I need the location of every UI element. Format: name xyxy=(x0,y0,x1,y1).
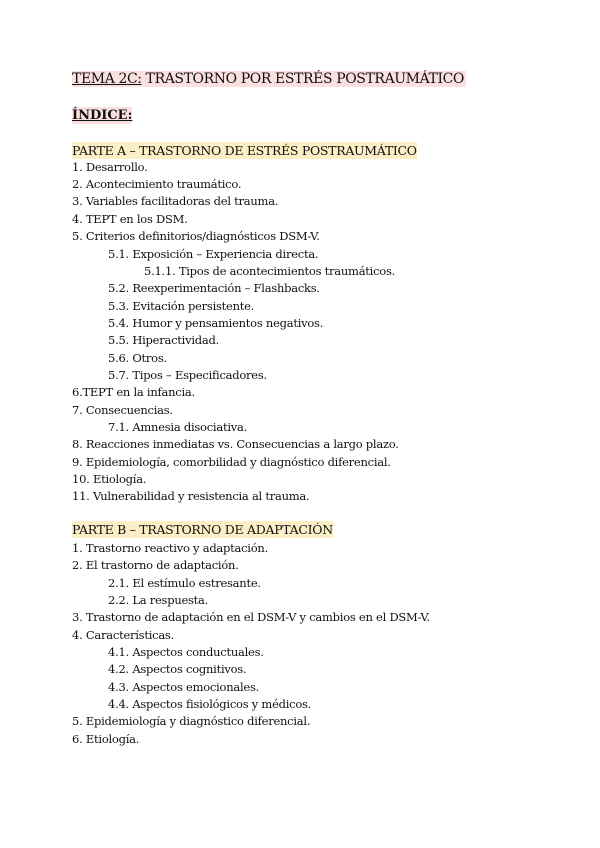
toc-subitem: 5.5. Hiperactividad. xyxy=(108,333,219,347)
toc-item: 1. Desarrollo. xyxy=(72,160,148,174)
title-highlight xyxy=(72,71,466,87)
toc-item: 10. Etiología. xyxy=(72,472,147,486)
toc-item: 9. Epidemiología, comorbilidad y diagnóstico diferencial. xyxy=(72,455,391,469)
toc-item: 2. Acontecimiento traumático. xyxy=(72,177,242,191)
part-a-heading: PARTE A – TRASTORNO DE ESTRÉS POSTRAUMÁTICO xyxy=(72,143,417,158)
title-text: TRASTORNO POR ESTRÉS POSTRAUMÁTICO xyxy=(141,71,465,87)
toc-subitem: 4.1. Aspectos conductuales. xyxy=(108,645,264,659)
toc-item: 5. Epidemiología y diagnóstico diferencial. xyxy=(72,714,311,728)
index-heading: ÍNDICE: xyxy=(72,108,133,123)
toc-item: 3. Variables facilitadoras del trauma. xyxy=(72,194,279,208)
toc-subitem: 2.1. El estímulo estresante. xyxy=(108,576,261,590)
toc-subitem: 5.7. Tipos – Especificadores. xyxy=(108,368,267,382)
toc-subitem: 4.4. Aspectos fisiológicos y médicos. xyxy=(108,697,312,711)
page-title xyxy=(72,70,466,88)
title-prefix: TEMA 2C: xyxy=(72,71,142,87)
toc-subitem: 5.1. Exposición – Experiencia directa. xyxy=(108,247,319,261)
toc-item: 6.TEPT en la infancia. xyxy=(72,385,195,399)
toc-item: 1. Trastorno reactivo y adaptación. xyxy=(72,541,268,555)
toc-subitem: 5.6. Otros. xyxy=(108,351,167,365)
toc-subitem: 5.4. Humor y pensamientos negativos. xyxy=(108,316,324,330)
part-b-heading: PARTE B – TRASTORNO DE ADAPTACIÓN xyxy=(72,522,333,537)
toc-item: 6. Etiología. xyxy=(72,732,140,746)
toc-subitem: 4.2. Aspectos cognitivos. xyxy=(108,662,247,676)
toc-item: 5. Criterios definitorios/diagnósticos DSM-V. xyxy=(72,229,320,243)
toc-item: 3. Trastorno de adaptación en el DSM-V y cambios en el DSM-V. xyxy=(72,610,430,624)
toc-item: 4. TEPT en los DSM. xyxy=(72,212,188,226)
toc-item: 4. Características. xyxy=(72,628,174,642)
toc-subitem: 4.3. Aspectos emocionales. xyxy=(108,680,259,694)
toc-item: 8. Reacciones inmediatas vs. Consecuencias a largo plazo. xyxy=(72,437,399,451)
toc-item: 2. El trastorno de adaptación. xyxy=(72,558,239,572)
toc-item: 7. Consecuencias. xyxy=(72,403,173,417)
toc-subsubitem: 5.1.1. Tipos de acontecimientos traumáticos. xyxy=(144,264,396,278)
toc-subitem: 7.1. Amnesia disociativa. xyxy=(108,420,248,434)
toc-item: 11. Vulnerabilidad y resistencia al trauma. xyxy=(72,489,310,503)
toc-subitem: 5.2. Reexperimentación – Flashbacks. xyxy=(108,281,320,295)
toc-subitem: 2.2. La respuesta. xyxy=(108,593,209,607)
toc-subitem: 5.3. Evitación persistente. xyxy=(108,299,255,313)
